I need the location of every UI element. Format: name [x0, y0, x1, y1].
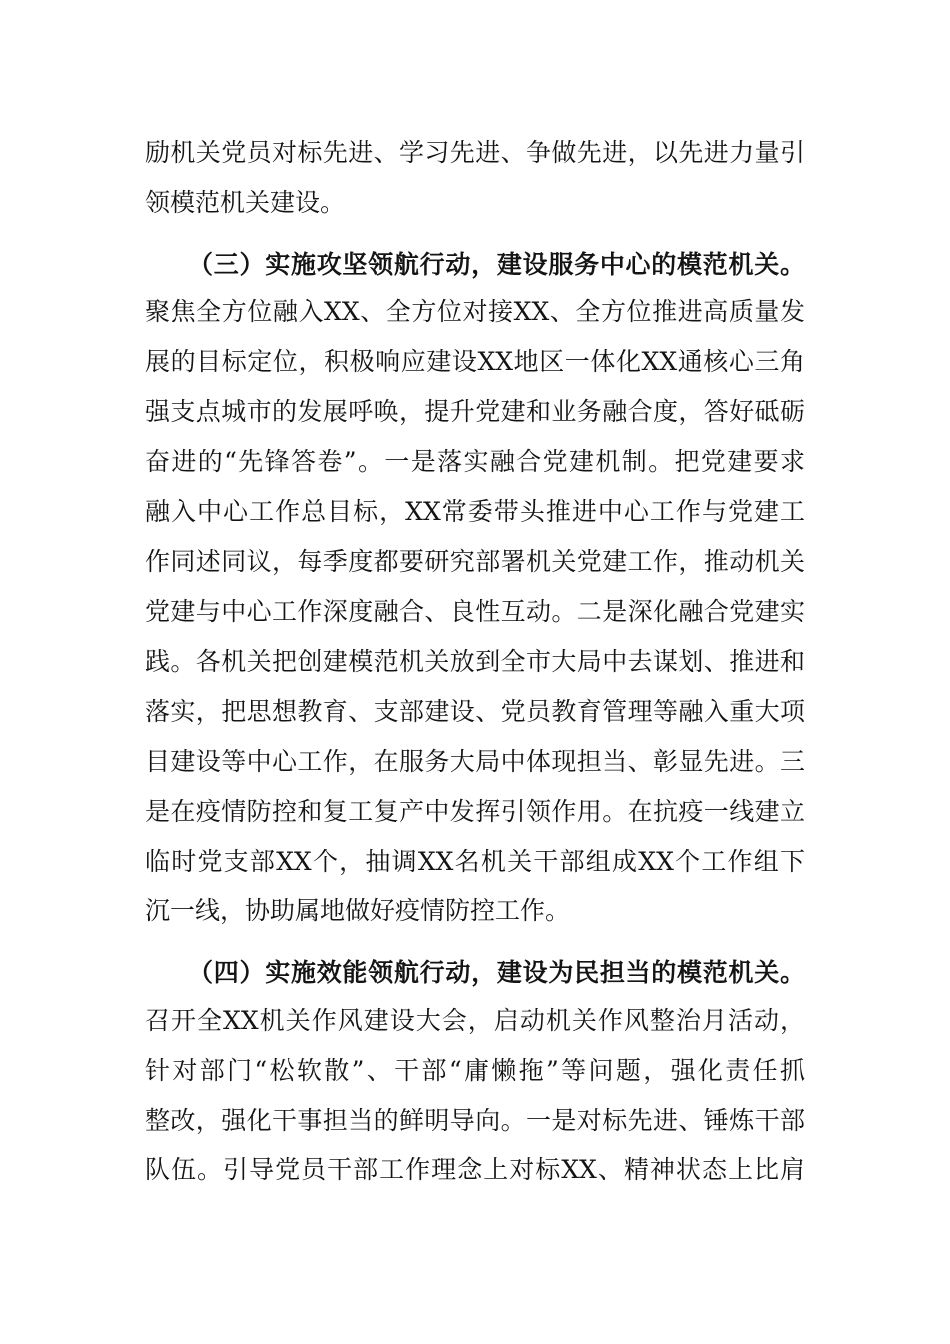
text-line: 落实，把思想教育、支部建设、党员教育管理等融入重大项: [145, 697, 805, 726]
text-line: 沉一线，协助属地做好疫情防控工作。: [145, 896, 571, 925]
section-heading-4: （四）实施效能领航行动，建设为民担当的模范机关。: [188, 958, 805, 987]
text-line: 队伍。引导党员干部工作理念上对标XX、精神状态上比肩: [145, 1155, 805, 1184]
text-line: 展的目标定位，积极响应建设XX地区一体化XX通核心三角: [145, 347, 805, 376]
text-line: 奋进的“先锋答卷”。一是落实融合党建机制。把党建要求: [145, 447, 805, 476]
text-line: 励机关党员对标先进、学习先进、争做先进，以先进力量引: [145, 138, 805, 167]
text-line: 是在疫情防控和复工复产中发挥引领作用。在抗疫一线建立: [145, 797, 805, 826]
text-line: 整改，强化干事担当的鲜明导向。一是对标先进、锤炼干部: [145, 1106, 805, 1135]
text-line: 党建与中心工作深度融合、良性互动。二是深化融合党建实: [145, 597, 805, 626]
text-line: 聚焦全方位融入XX、全方位对接XX、全方位推进高质量发: [145, 297, 805, 326]
text-line: 强支点城市的发展呼唤，提升党建和业务融合度，答好砥砺: [145, 397, 805, 426]
text-line: 针对部门“松软散”、干部“庸懒拖”等问题，强化责任抓: [145, 1056, 805, 1085]
text-line: 作同述同议，每季度都要研究部署机关党建工作，推动机关: [145, 547, 805, 576]
text-line: 融入中心工作总目标，XX常委带头推进中心工作与党建工: [145, 497, 805, 526]
text-line: 践。各机关把创建模范机关放到全市大局中去谋划、推进和: [145, 647, 805, 676]
text-line: 领模范机关建设。: [145, 188, 346, 217]
text-line: 临时党支部XX个，抽调XX名机关干部组成XX个工作组下: [145, 847, 805, 876]
text-line: 目建设等中心工作，在服务大局中体现担当、彰显先进。三: [145, 747, 805, 776]
text-line: 召开全XX机关作风建设大会，启动机关作风整治月活动，: [145, 1006, 805, 1035]
section-heading-3: （三）实施攻坚领航行动，建设服务中心的模范机关。: [188, 250, 805, 279]
